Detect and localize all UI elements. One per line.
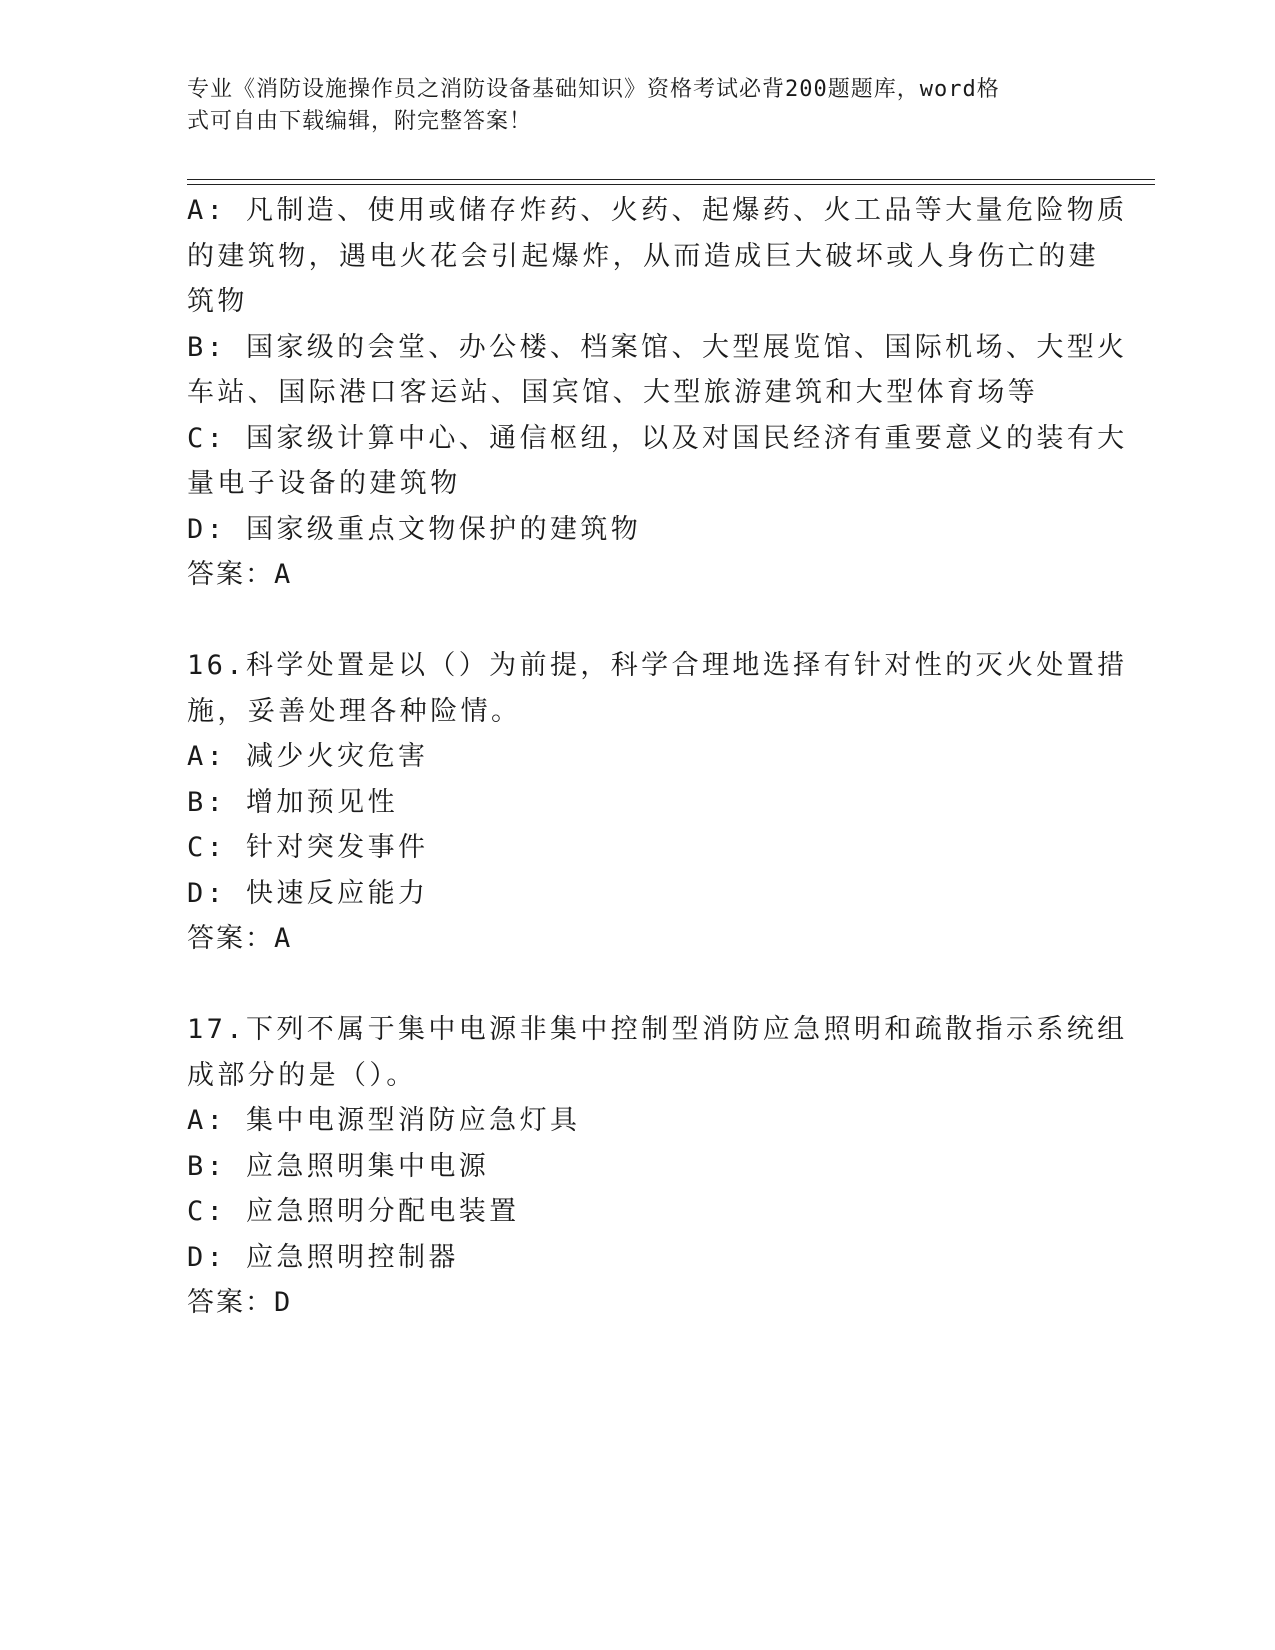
option-a: A: 减少火灾危害: [187, 741, 429, 772]
option-a-line-2: 的建筑物，遇电火花会引起爆炸，从而造成巨大破坏或人身伤亡的建: [187, 240, 1099, 272]
option-b: B: 应急照明集中电源: [187, 1150, 490, 1182]
answer: 答案：A: [187, 923, 293, 954]
option-c: C: 应急照明分配电装置: [187, 1196, 520, 1227]
question-16: [187, 643, 1128, 962]
answer: 答案：D: [187, 1287, 293, 1318]
answer: 答案：A: [187, 559, 293, 590]
option-a: A: 集中电源型消防应急灯具: [187, 1105, 581, 1136]
option-a-line-3: 筑物: [187, 286, 248, 317]
option-c: C: 针对突发事件: [187, 832, 429, 863]
question-stem-line-2: 施，妥善处理各种险情。: [187, 695, 522, 727]
question-stem-line-1: 17.下列不属于集中电源非集中控制型消防应急照明和疏散指示系统组: [187, 1014, 1128, 1045]
question-stem-line-1: 16.科学处置是以（）为前提，科学合理地选择有针对性的灭火处置措: [187, 650, 1128, 681]
option-b-line-2: 车站、国际港口客运站、国宾馆、大型旅游建筑和大型体育场等: [187, 377, 1039, 408]
question-spacer: [187, 962, 1087, 1008]
header-divider-bottom: [187, 184, 1155, 185]
option-d: D: 应急照明控制器: [187, 1241, 459, 1273]
option-b-line-1: B: 国家级的会堂、办公楼、档案馆、大型展览馆、国际机场、大型火: [187, 331, 1128, 363]
option-a-line-1: A: 凡制造、使用或储存炸药、火药、起爆药、火工品等大量危险物质: [187, 195, 1128, 226]
option-d: D: 国家级重点文物保护的建筑物: [187, 513, 642, 545]
question-17: [187, 1007, 1128, 1326]
header-divider-top: [187, 179, 1155, 180]
option-d: D: 快速反应能力: [187, 877, 429, 909]
option-c-line-1: C: 国家级计算中心、通信枢纽，以及对国民经济有重要意义的装有大: [187, 422, 1128, 454]
question-stem-line-2: 成部分的是（）。: [187, 1059, 417, 1091]
question-list: [187, 188, 1128, 1326]
question-spacer: [187, 598, 1087, 644]
option-b: B: 增加预见性: [187, 786, 398, 818]
header-line-2: 式可自由下载编辑，附完整答案！: [187, 109, 533, 134]
question-15: [187, 188, 1128, 598]
document-header: [187, 74, 1067, 138]
header-line-1: 专业《消防设施操作员之消防设备基础知识》资格考试必背200题题库，word格: [187, 77, 1000, 102]
option-c-line-2: 量电子设备的建筑物: [187, 468, 461, 499]
